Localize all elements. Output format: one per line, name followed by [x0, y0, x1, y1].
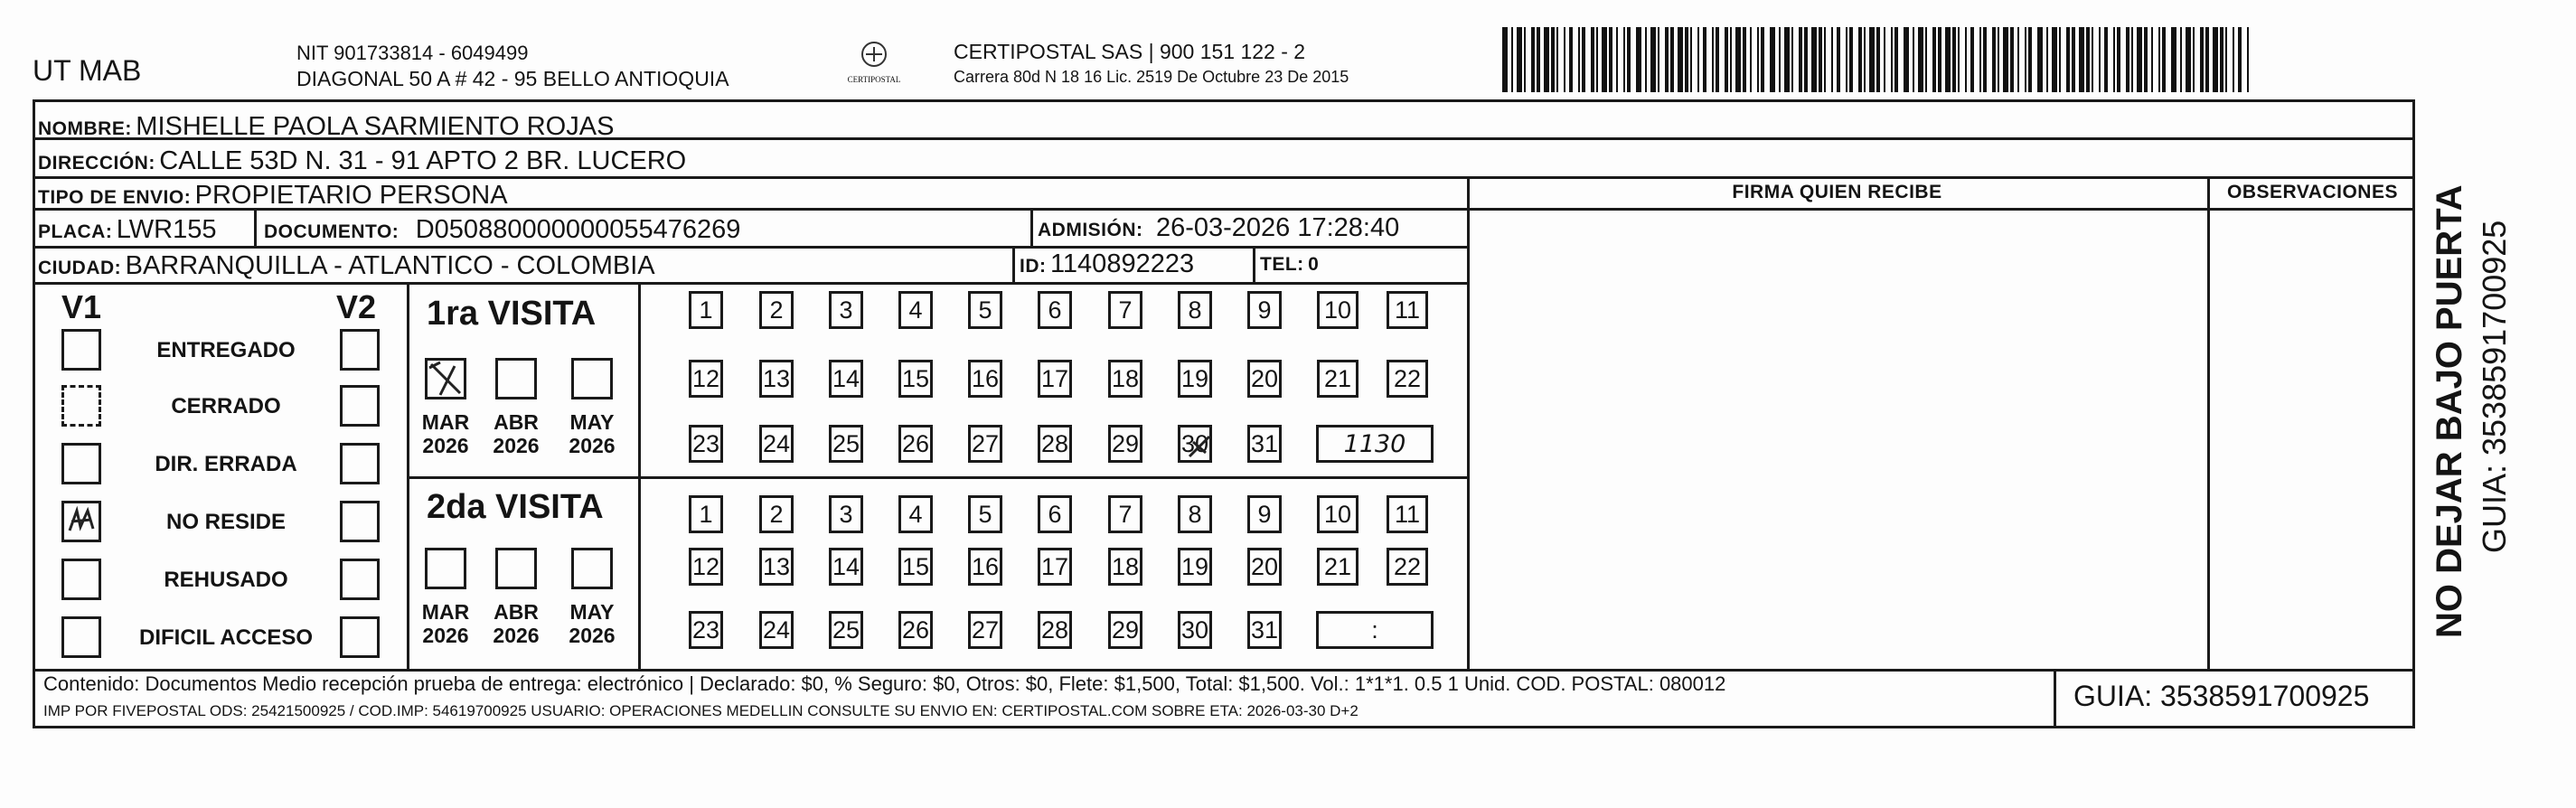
id-label: ID:: [1020, 256, 1047, 277]
day-box[interactable]: 20: [1247, 548, 1282, 586]
day-box[interactable]: 18: [1108, 548, 1142, 586]
documento-field: [264, 217, 740, 243]
day-box[interactable]: 7: [1108, 291, 1142, 329]
day-box[interactable]: 31: [1247, 425, 1282, 463]
day-box[interactable]: 20: [1247, 360, 1282, 398]
month-label: MAR 2026: [421, 410, 470, 458]
day-box[interactable]: 19: [1178, 360, 1212, 398]
day-box[interactable]: 9: [1247, 291, 1282, 329]
day-box[interactable]: 10: [1317, 291, 1359, 329]
tipo-envio-field: [38, 183, 508, 209]
observaciones-header: OBSERVACIONES: [2227, 182, 2398, 202]
footer-guia: GUIA: 3538591700925: [2073, 680, 2370, 712]
day-box[interactable]: 3: [829, 291, 863, 329]
documento-label: DOCUMENTO:: [264, 221, 400, 242]
day-box[interactable]: 16: [968, 548, 1002, 586]
no-dejar-warning: NO DEJAR BAJO PUERTA: [2430, 184, 2469, 638]
v2-checkbox[interactable]: [340, 385, 380, 427]
day-box[interactable]: 6: [1038, 291, 1072, 329]
certipostal-logo: CERTIPOSTAL: [839, 36, 909, 90]
tel-value: 0: [1308, 254, 1320, 275]
admision-field: [1038, 215, 1399, 241]
tipo-envio-value: PROPIETARIO PERSONA: [194, 181, 508, 210]
day-box[interactable]: 5: [968, 495, 1002, 533]
placa-label: PLACA:: [38, 221, 113, 242]
day-box[interactable]: 22: [1387, 548, 1428, 586]
day-box[interactable]: 24: [759, 611, 794, 649]
month-checkbox[interactable]: [571, 358, 613, 399]
id-value: 1140892223: [1049, 249, 1195, 278]
admision-label: ADMISIÓN:: [1038, 220, 1143, 240]
day-box[interactable]: 28: [1038, 425, 1072, 463]
v1-label: V1: [61, 288, 102, 325]
company-license: Carrera 80d N 18 16 Lic. 2519 De Octubre 23 De 2015: [954, 68, 1349, 86]
day-box[interactable]: 23: [689, 425, 723, 463]
day-box[interactable]: 27: [968, 611, 1002, 649]
day-box[interactable]: 19: [1178, 548, 1212, 586]
day-box[interactable]: 26: [898, 425, 933, 463]
v2-checkbox[interactable]: [340, 501, 380, 542]
day-box[interactable]: 24: [759, 425, 794, 463]
day-box[interactable]: 17: [1038, 360, 1072, 398]
month-label: MAR 2026: [421, 600, 470, 648]
day-box[interactable]: 2: [759, 291, 794, 329]
direccion-field: [38, 148, 686, 174]
month-checkbox[interactable]: [495, 358, 537, 399]
placa-value: LWR155: [116, 215, 217, 244]
month-checkbox[interactable]: [425, 358, 466, 399]
day-box[interactable]: 29: [1108, 611, 1142, 649]
firma-header: FIRMA QUIEN RECIBE: [1732, 182, 1942, 202]
month-checkbox[interactable]: [425, 548, 466, 589]
nombre-field: [38, 114, 614, 140]
day-box[interactable]: 22: [1387, 360, 1428, 398]
day-box[interactable]: 18: [1108, 360, 1142, 398]
v1-checkbox[interactable]: [61, 559, 101, 600]
visit-time-box[interactable]: 1130: [1316, 425, 1434, 463]
day-box[interactable]: 16: [968, 360, 1002, 398]
direccion-label: DIRECCIÓN:: [38, 153, 155, 174]
sender-address: DIAGONAL 50 A # 42 - 95 BELLO ANTIOQUIA: [296, 67, 729, 90]
visit-time-box[interactable]: :: [1316, 611, 1434, 649]
v2-checkbox[interactable]: [340, 616, 380, 658]
first-visit-title: 1ra VISITA: [427, 295, 597, 333]
v1-checkbox[interactable]: [61, 385, 101, 427]
day-box[interactable]: 11: [1387, 291, 1428, 329]
status-reason-label: DIR. ERRADA: [155, 452, 297, 476]
day-box[interactable]: 30: [1178, 425, 1212, 463]
status-reason-label: REHUSADO: [164, 568, 288, 592]
day-box[interactable]: 25: [829, 425, 863, 463]
barcode: [1502, 27, 2252, 92]
month-label: ABR 2026: [493, 410, 540, 458]
day-box[interactable]: 28: [1038, 611, 1072, 649]
documento-value: D050880000000055476269: [415, 215, 741, 244]
day-box[interactable]: 1: [689, 291, 723, 329]
day-box[interactable]: 14: [829, 548, 863, 586]
second-visit-title: 2da VISITA: [427, 488, 604, 526]
status-reason-label: NO RESIDE: [165, 510, 287, 534]
footer-print-info: IMP POR FIVEPOSTAL ODS: 25421500925 / COD.IMP: 54619700925 USUARIO: OPERACIONES MEDELLIN CONSULTE SU ENVIO EN: CERTIPOSTAL.COM SOBRE ETA: 2026-03-30 D+2: [43, 702, 1359, 719]
day-box[interactable]: 2: [759, 495, 794, 533]
tipo-envio-label: TIPO DE ENVIO:: [38, 187, 192, 208]
month-label: ABR 2026: [493, 600, 540, 648]
day-box[interactable]: 1: [689, 495, 723, 533]
day-box[interactable]: 4: [898, 495, 933, 533]
id-field: [1020, 251, 1194, 277]
tel-field: [1260, 255, 1319, 274]
side-guia: GUIA: 3538591700925: [2476, 220, 2513, 553]
v2-label: V2: [336, 288, 377, 325]
tel-label: TEL:: [1260, 254, 1304, 275]
ciudad-label: CIUDAD:: [38, 258, 122, 278]
day-box[interactable]: 13: [759, 548, 794, 586]
day-box[interactable]: 15: [898, 548, 933, 586]
status-reason-label: DIFICIL ACCESO: [138, 625, 313, 650]
day-box[interactable]: 26: [898, 611, 933, 649]
v1-checkbox[interactable]: [61, 501, 101, 542]
day-box[interactable]: 31: [1247, 611, 1282, 649]
day-box[interactable]: 27: [968, 425, 1002, 463]
month-checkbox[interactable]: [571, 548, 613, 589]
nombre-label: NOMBRE:: [38, 118, 132, 139]
v1-checkbox[interactable]: [61, 616, 101, 658]
day-box[interactable]: 29: [1108, 425, 1142, 463]
v1-checkbox[interactable]: [61, 443, 101, 484]
day-box[interactable]: 9: [1247, 495, 1282, 533]
day-box[interactable]: 21: [1317, 360, 1359, 398]
v2-checkbox[interactable]: [340, 329, 380, 371]
v1-checkbox[interactable]: [61, 329, 101, 371]
month-label: MAY 2026: [569, 600, 616, 648]
day-box[interactable]: 6: [1038, 495, 1072, 533]
day-box[interactable]: 4: [898, 291, 933, 329]
direccion-value: CALLE 53D N. 31 - 91 APTO 2 BR. LUCERO: [159, 146, 687, 175]
day-box[interactable]: 14: [829, 360, 863, 398]
day-box[interactable]: 12: [689, 360, 723, 398]
day-box[interactable]: 8: [1178, 291, 1212, 329]
day-box[interactable]: 10: [1317, 495, 1359, 533]
status-reason-label: ENTREGADO: [156, 338, 296, 362]
v2-checkbox[interactable]: [340, 559, 380, 600]
day-box[interactable]: 25: [829, 611, 863, 649]
footer-contents: Contenido: Documentos Medio recepción prueba de entrega: electrónico | Declarado: $0, % Seguro: $0, Otros: $0, Flete: $1,500, Total: $1,500. Vol.: 1*1*1. 0.5 1 Unid. COD. POSTAL: 080012: [43, 672, 1726, 695]
day-box[interactable]: 11: [1387, 495, 1428, 533]
day-box[interactable]: 12: [689, 548, 723, 586]
day-box[interactable]: 15: [898, 360, 933, 398]
status-reason-label: CERRADO: [171, 394, 281, 418]
ciudad-field: [38, 253, 655, 279]
day-box[interactable]: 3: [829, 495, 863, 533]
day-box[interactable]: 7: [1108, 495, 1142, 533]
day-box[interactable]: 23: [689, 611, 723, 649]
day-box[interactable]: 8: [1178, 495, 1212, 533]
day-box[interactable]: 17: [1038, 548, 1072, 586]
month-checkbox[interactable]: [495, 548, 537, 589]
day-box[interactable]: 30: [1178, 611, 1212, 649]
day-box[interactable]: 5: [968, 291, 1002, 329]
v2-checkbox[interactable]: [340, 443, 380, 484]
day-box[interactable]: 13: [759, 360, 794, 398]
month-label: MAY 2026: [569, 410, 616, 458]
nit: NIT 901733814 - 6049499: [296, 42, 529, 64]
admision-value: 26-03-2026 17:28:40: [1155, 213, 1400, 242]
day-box[interactable]: 21: [1317, 548, 1359, 586]
company-name: CERTIPOSTAL SAS | 900 151 122 - 2: [954, 40, 1306, 63]
placa-field: [38, 217, 216, 243]
ut-code: UT MAB: [33, 54, 142, 87]
ciudad-value: BARRANQUILLA - ATLANTICO - COLOMBIA: [125, 251, 655, 280]
nombre-value: MISHELLE PAOLA SARMIENTO ROJAS: [136, 112, 615, 141]
